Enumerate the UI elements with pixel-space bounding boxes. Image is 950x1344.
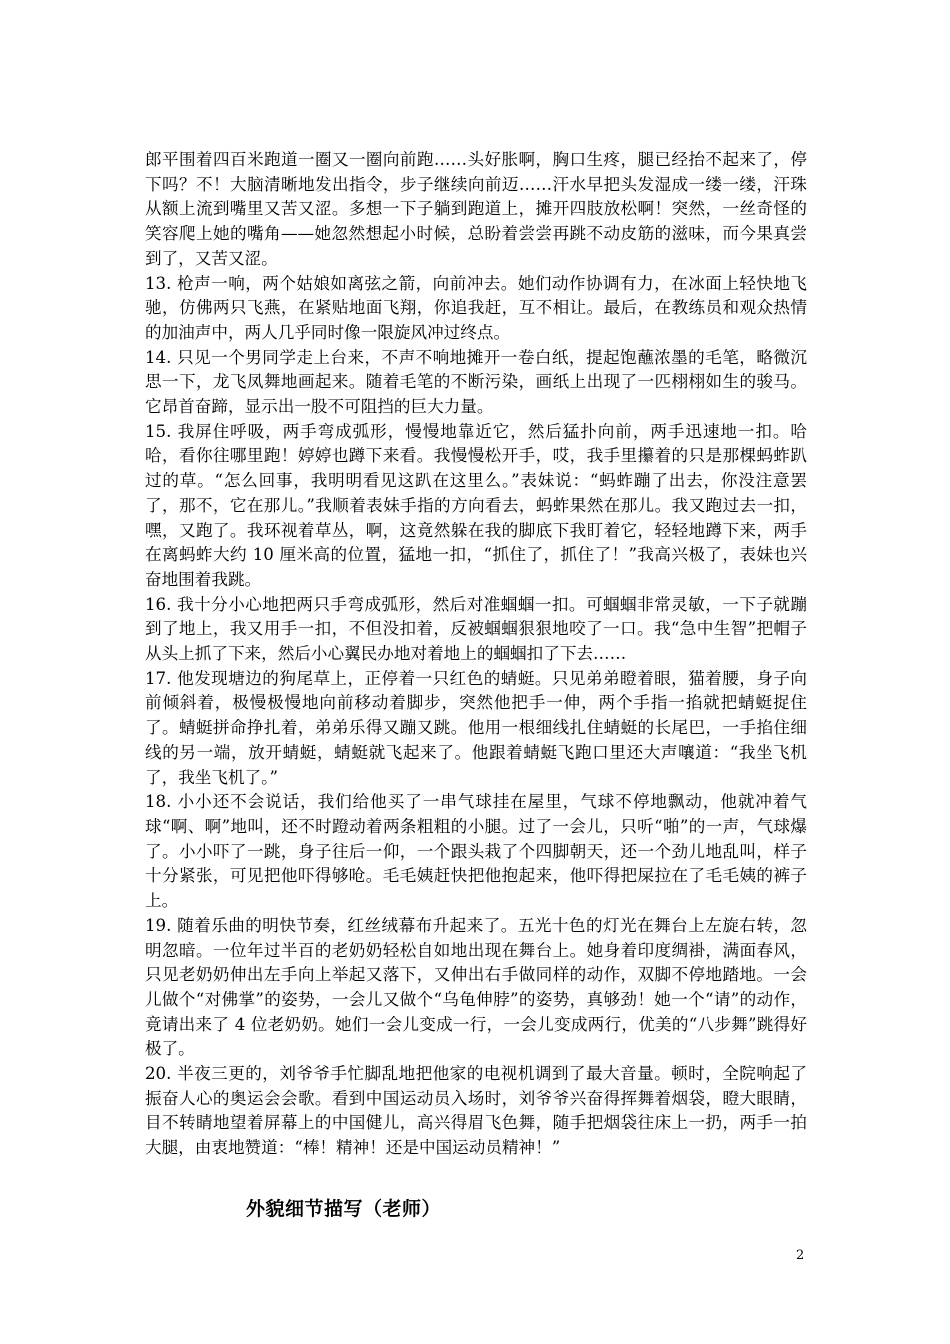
paragraph-20: 20. 半夜三更的，刘爷爷手忙脚乱地把他家的电视机调到了最大音量。顿时，全院响起了振奋人心的奥运会会歌。看到中国运动员入场时，刘爷爷兴奋得挥舞着烟袋，瞪大眼睛，目不转睛地望着屏幕上的中国健儿，高兴得眉飞色舞，随手把烟袋往床上一扔，两手一拍大腿，由衷地赞道：“棒！精神！还是中国运动员精神！”	[145, 1064, 807, 1158]
page-number: 2	[796, 1248, 805, 1263]
paragraph-15: 15. 我屏住呼吸，两手弯成弧形，慢慢地靠近它，然后猛扑向前，两手迅速地一扣。哈哈，看你往哪里跑！婷婷也蹲下来看。我慢慢松开手，哎，我手里攥着的只是那棵蚂蚱趴过的草。“怎么回事，我明明看见这趴在这里么。”表妹说：“蚂蚱蹦了出去，你没注意罢了，那不，它在那儿。”我顺着表妹手指的方向看去，蚂蚱果然在那儿。我又跑过去一扣，嘿，又跑了。我环视着草丛，啊，这竟然躲在我的脚底下我盯着它，轻轻地蹲下来，两手在离蚂蚱大约 10 厘米高的位置，猛地一扣，“抓住了，抓住了！”我高兴极了，表妹也兴奋地围着我跳。	[145, 421, 807, 589]
section-heading: 外貌细节描写（老师）	[246, 1198, 442, 1220]
paragraph-17: 17. 他发现塘边的狗尾草上，正停着一只红色的蜻蜓。只见弟弟瞪着眼，猫着腰，身子向前倾斜着，极慢极慢地向前移动着脚步，突然他把手一伸，两个手指一掐就把蜻蜓捉住了。蜻蜓拼命挣扎着，弟弟乐得又蹦又跳。他用一根细线扎住蜻蜓的长尾巴，一手掐住细线的另一端，放开蜻蜓，蜻蜓就飞起来了。他跟着蜻蜓飞跑口里还大声嚷道：“我坐飞机了，我坐飞机了。”	[145, 668, 807, 787]
paragraph-13: 13. 枪声一响，两个姑娘如离弦之箭，向前冲去。她们动作协调有力，在冰面上轻快地飞驰，仿佛两只飞燕，在紧贴地面飞翔，你追我赶，互不相让。最后，在教练员和观众热情的加油声中，两人几乎同时像一限旋风冲过终点。	[145, 273, 807, 342]
paragraph-14: 14. 只见一个男同学走上台来，不声不响地摊开一卷白纸，提起饱蘸浓墨的毛笔，略微沉思一下，龙飞凤舞地画起来。随着毛笔的不断污染，画纸上出现了一匹栩栩如生的骏马。它昂首奋蹄，显示出一股不可阻挡的巨大力量。	[145, 347, 807, 417]
paragraph-12-continued: 郎平围着四百米跑道一圈又一圈向前跑……头好胀啊，胸口生疼，腿已经抬不起来了，停下吗？不！大脑清晰地发出指令，步子继续向前迈……汗水早把头发湿成一缕一缕，汗珠从额上流到嘴里又苦又涩。多想一下子躺到跑道上，摊开四肢放松啊！突然，一丝奇怪的笑容爬上她的嘴角——她忽然想起小时候，总盼着尝尝再跳不动皮筋的滋味，而今果真尝到了，又苦又涩。	[145, 150, 807, 268]
paragraph-16: 16. 我十分小心地把两只手弯成弧形，然后对准蝈蝈一扣。可蝈蝈非常灵敏，一下子就蹦到了地上，我又用手一扣，不但没扣着，反被蝈蝈狠狠地咬了一口。我“急中生智”把帽子从头上抓了下来，然后小心翼民办地对着地上的蝈蝈扣了下去……	[145, 594, 807, 664]
document-body	[145, 148, 807, 1161]
paragraph-18: 18. 小小还不会说话，我们给他买了一串气球挂在屋里，气球不停地飘动，他就冲着气球“啊、啊”地叫，还不时蹬动着两条粗粗的小腿。过了一会儿，只听“啪”的一声，气球爆了。小小吓了一跳，身子往后一仰，一个跟头栽了个四脚朝天，还一个劲儿地乱叫，样子十分紧张，可见把他吓得够呛。毛毛姨赶快把他抱起来，他吓得把屎拉在了毛毛姨的裤子上。	[145, 792, 807, 911]
paragraph-19: 19. 随着乐曲的明快节奏，红丝绒幕布升起来了。五光十色的灯光在舞台上左旋右转，忽明忽暗。一位年过半百的老奶奶轻松自如地出现在舞台上。她身着印度绸褂，满面春风，只见老奶奶伸出左手向上举起又落下，又伸出右手做同样的动作，双脚不停地踏地。一会儿做个“对佛掌”的姿势，一会儿又做个“乌龟伸脖”的姿势，真够劲！她一个“请”的动作，竟请出来了 4 位老奶奶。她们一会儿变成一行，一会儿变成两行，优美的“八步舞”跳得好极了。	[145, 915, 807, 1059]
